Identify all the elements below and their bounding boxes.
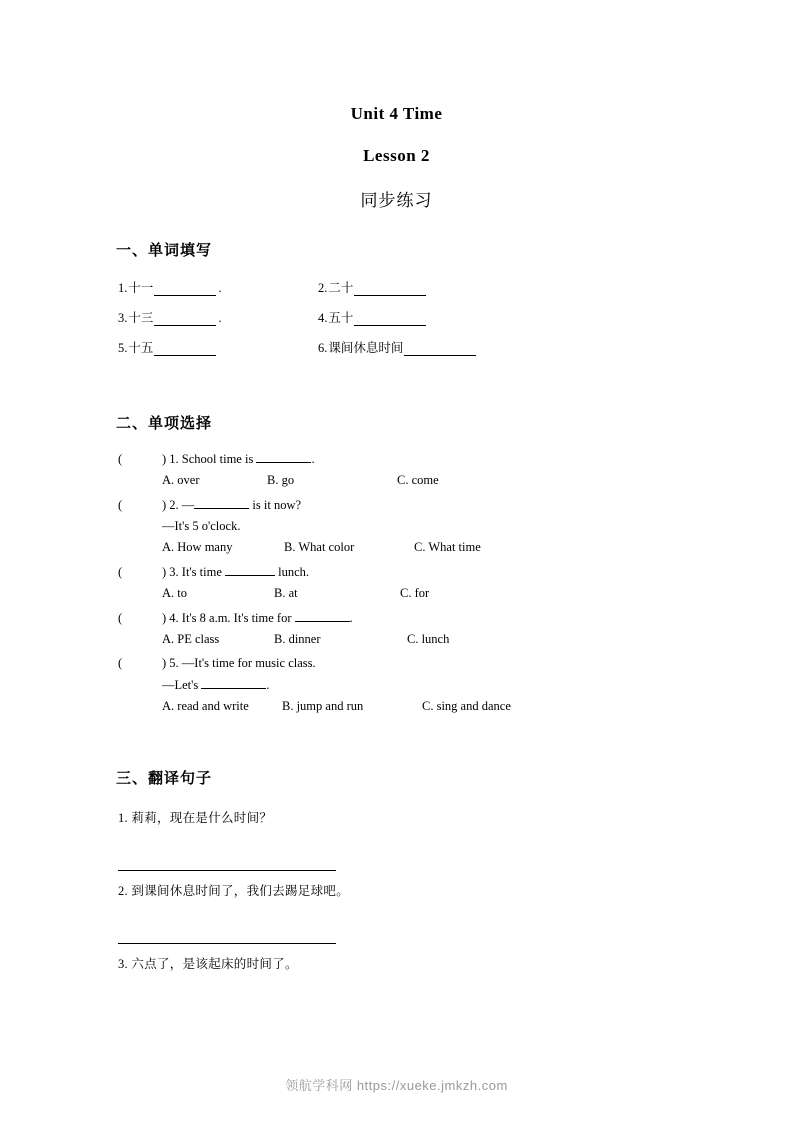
- fill-item-number: 1.: [118, 281, 128, 295]
- mc-question: [118, 656, 793, 671]
- answer-paren[interactable]: (: [118, 611, 123, 625]
- mc-options: [118, 473, 793, 488]
- mc-blank[interactable]: [201, 677, 266, 689]
- translation-question: 2. 到课间休息时间了，我们去踢足球吧。: [118, 884, 350, 898]
- mc-options: [118, 632, 793, 647]
- mc-stem-end: is it now?: [252, 498, 302, 512]
- mc-option-b[interactable]: B. jump and run: [282, 699, 364, 713]
- mc-option-c[interactable]: C. lunch: [407, 632, 450, 646]
- fill-item-label: 五十: [328, 311, 354, 325]
- mc-options: [118, 540, 793, 555]
- mc-question: [118, 497, 793, 513]
- mc-option-a[interactable]: A. read and write: [162, 699, 249, 713]
- mc-blank[interactable]: [295, 610, 350, 622]
- mc-options: [118, 586, 793, 601]
- answer-paren[interactable]: (: [118, 565, 123, 579]
- mc-stem: ) 5. —It's time for music class.: [162, 656, 316, 670]
- fill-blank[interactable]: [354, 284, 426, 296]
- fill-blank[interactable]: [354, 314, 426, 326]
- mc-blank[interactable]: [256, 451, 311, 463]
- fill-item-label: 十三: [128, 311, 154, 325]
- fill-item-label: 十五: [128, 341, 154, 355]
- mc-option-c[interactable]: C. sing and dance: [422, 699, 511, 713]
- answer-paren[interactable]: (: [118, 498, 123, 512]
- section-3-body: [0, 788, 793, 972]
- mc-option-c[interactable]: C. What time: [414, 540, 481, 554]
- page-chinese-title: 同步练习: [360, 191, 433, 210]
- footer-watermark: 领航学科网 https://xueke.jmkzh.com: [285, 1078, 508, 1093]
- mc-option-b[interactable]: B. dinner: [274, 632, 321, 646]
- mc-option-b[interactable]: B. go: [267, 473, 295, 487]
- section-3-heading: 三、翻译句子: [116, 771, 213, 787]
- mc-options: [118, 699, 793, 714]
- mc-option-a[interactable]: A. How many: [162, 540, 233, 554]
- translation-question: 1. 莉莉，现在是什么时间？: [118, 811, 273, 825]
- mc-option-c[interactable]: C. for: [400, 586, 430, 600]
- fill-item: [318, 338, 518, 356]
- section-1-body: [0, 260, 793, 356]
- mc-question: [118, 610, 793, 626]
- fill-item: [318, 308, 518, 326]
- mc-stem-end: .: [311, 452, 315, 466]
- mc-option-a[interactable]: A. PE class: [162, 632, 220, 646]
- answer-paren[interactable]: (: [118, 452, 123, 466]
- section-2-body: [0, 433, 793, 714]
- fill-item-number: 2.: [318, 281, 328, 295]
- mc-subline-text: —Let's: [162, 678, 199, 692]
- mc-option-a[interactable]: A. to: [162, 586, 187, 600]
- mc-option-b[interactable]: B. at: [274, 586, 298, 600]
- mc-blank[interactable]: [194, 497, 249, 509]
- fill-item: [118, 278, 318, 296]
- mc-stem-end: .: [349, 611, 353, 625]
- mc-subline: [118, 677, 793, 693]
- translation-answer-line[interactable]: [118, 913, 336, 944]
- fill-blank[interactable]: [154, 314, 216, 326]
- page-subtitle: Lesson 2: [363, 146, 430, 165]
- answer-paren[interactable]: (: [118, 656, 123, 670]
- fill-item-number: 3.: [118, 311, 128, 325]
- translation-question: 3. 六点了，是该起床的时间了。: [118, 957, 298, 971]
- mc-option-c[interactable]: C. come: [397, 473, 439, 487]
- mc-question: [118, 564, 793, 580]
- fill-item-label: 十一: [128, 281, 154, 295]
- section-1-heading: 一、单词填写: [116, 243, 213, 259]
- fill-item-trailing: .: [218, 281, 222, 295]
- mc-question: [118, 451, 793, 467]
- fill-blank[interactable]: [154, 344, 216, 356]
- fill-item-number: 4.: [318, 311, 328, 325]
- page-title: Unit 4 Time: [350, 104, 443, 123]
- mc-subline-end: .: [266, 678, 270, 692]
- fill-item-number: 6.: [318, 341, 328, 355]
- fill-item-number: 5.: [118, 341, 128, 355]
- fill-item-label: 二十: [328, 281, 354, 295]
- mc-stem: ) 3. It's time: [162, 565, 222, 579]
- fill-item: [118, 308, 318, 326]
- mc-stem: ) 1. School time is: [162, 452, 254, 466]
- translation-answer-line[interactable]: [118, 840, 336, 871]
- mc-stem: ) 4. It's 8 a.m. It's time for: [162, 611, 292, 625]
- mc-subline: —It's 5 o'clock.: [162, 519, 241, 533]
- fill-item-trailing: .: [218, 311, 222, 325]
- mc-blank[interactable]: [225, 564, 275, 576]
- fill-item: [318, 278, 518, 296]
- mc-option-b[interactable]: B. What color: [284, 540, 355, 554]
- fill-blank[interactable]: [154, 284, 216, 296]
- fill-item: [118, 338, 318, 356]
- fill-row: [118, 338, 793, 356]
- mc-option-a[interactable]: A. over: [162, 473, 200, 487]
- fill-row: [118, 308, 793, 326]
- fill-row: [118, 278, 793, 296]
- mc-stem: ) 2. —: [162, 498, 195, 512]
- fill-blank[interactable]: [404, 344, 476, 356]
- section-2-heading: 二、单项选择: [116, 416, 213, 432]
- mc-stem-end: lunch.: [278, 565, 310, 579]
- fill-item-label: 课间休息时间: [328, 341, 404, 355]
